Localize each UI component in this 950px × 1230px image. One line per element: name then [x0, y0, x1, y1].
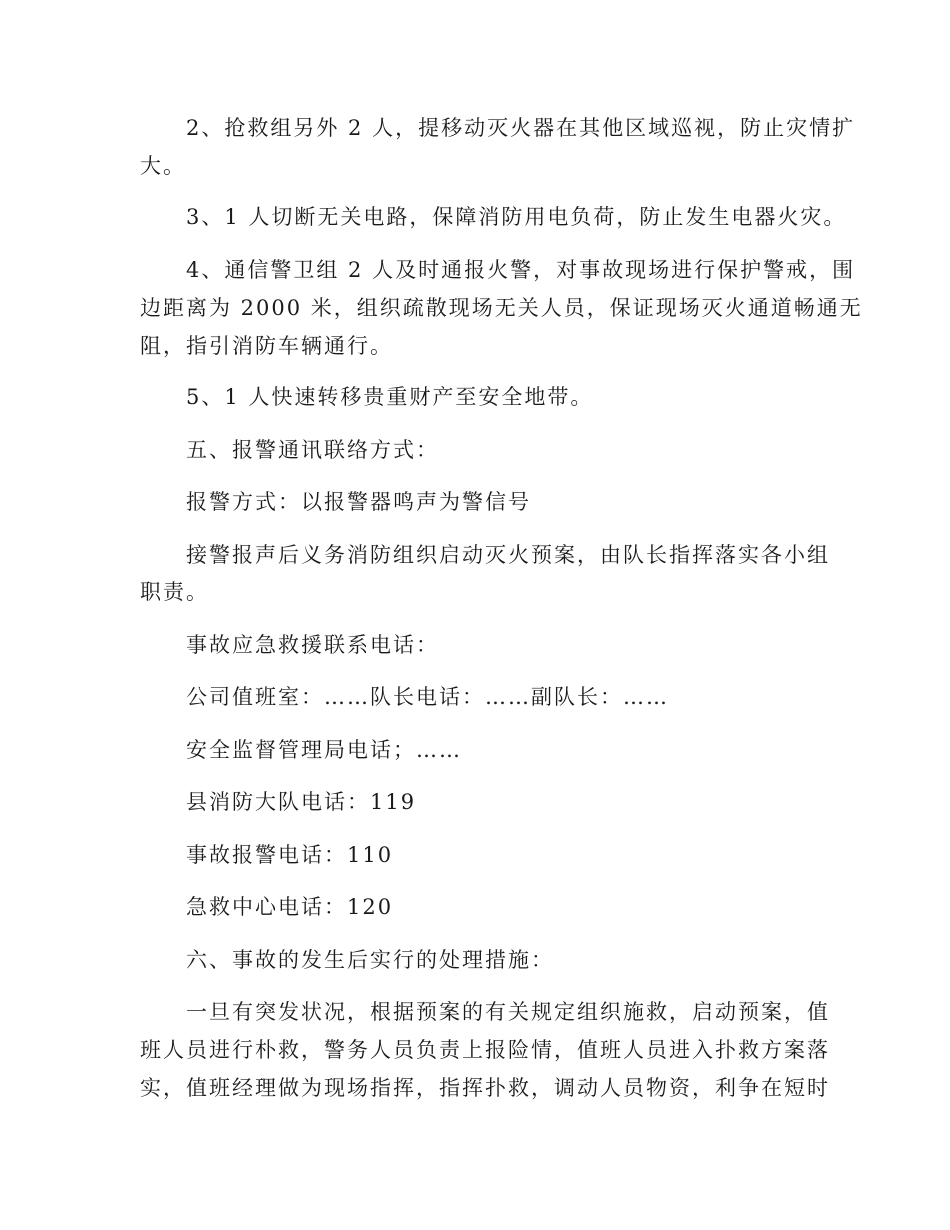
- paragraph-line: 边距离为 2000 米，组织疏散现场无关人员，保证现场灭火通道畅通无: [140, 296, 863, 320]
- paragraph-line: 5、1 人快速转移贵重财产至安全地带。: [186, 385, 594, 409]
- paragraph-line: 2、抢救组另外 2 人，提移动灭火器在其他区域巡视，防止灾情扩: [186, 116, 856, 140]
- paragraph-line: 一旦有突发状况，根据预案的有关规定组织施救，启动预案，值: [186, 1000, 830, 1024]
- contact-line: 安全监督管理局电话；……: [186, 738, 462, 762]
- paragraph-line: 4、通信警卫组 2 人及时通报火警，对事故现场进行保护警戒，围: [186, 258, 856, 282]
- paragraph-line: 接警报声后义务消防组织启动灭火预案，由队长指挥落实各小组: [186, 543, 830, 567]
- paragraph-line: 报警方式：以报警器鸣声为警信号: [186, 490, 531, 514]
- paragraph-line: 阻，指引消防车辆通行。: [140, 334, 393, 358]
- paragraph-line: 事故应急救援联系电话：: [186, 633, 439, 657]
- paragraph-line: 3、1 人切断无关电路，保障消防用电负荷，防止发生电器火灾。: [186, 205, 847, 229]
- contact-line: 事故报警电话：110: [186, 843, 394, 867]
- paragraph-line: 职责。: [140, 580, 209, 604]
- section-heading: 六、事故的发生后实行的处理措施：: [186, 948, 554, 972]
- paragraph-line: 大。: [140, 154, 186, 178]
- section-heading: 五、报警通讯联络方式：: [186, 438, 439, 462]
- contact-line: 县消防大队电话：119: [186, 790, 417, 814]
- paragraph-line: 班人员进行朴救，警务人员负责上报险情，值班人员进入扑救方案落: [140, 1038, 830, 1062]
- paragraph-line: 实，值班经理做为现场指挥，指挥扑救，调动人员物资，利争在短时: [140, 1076, 830, 1100]
- contact-line: 公司值班室：……队长电话：……副队长：……: [186, 685, 669, 709]
- contact-line: 急救中心电话：120: [186, 895, 394, 919]
